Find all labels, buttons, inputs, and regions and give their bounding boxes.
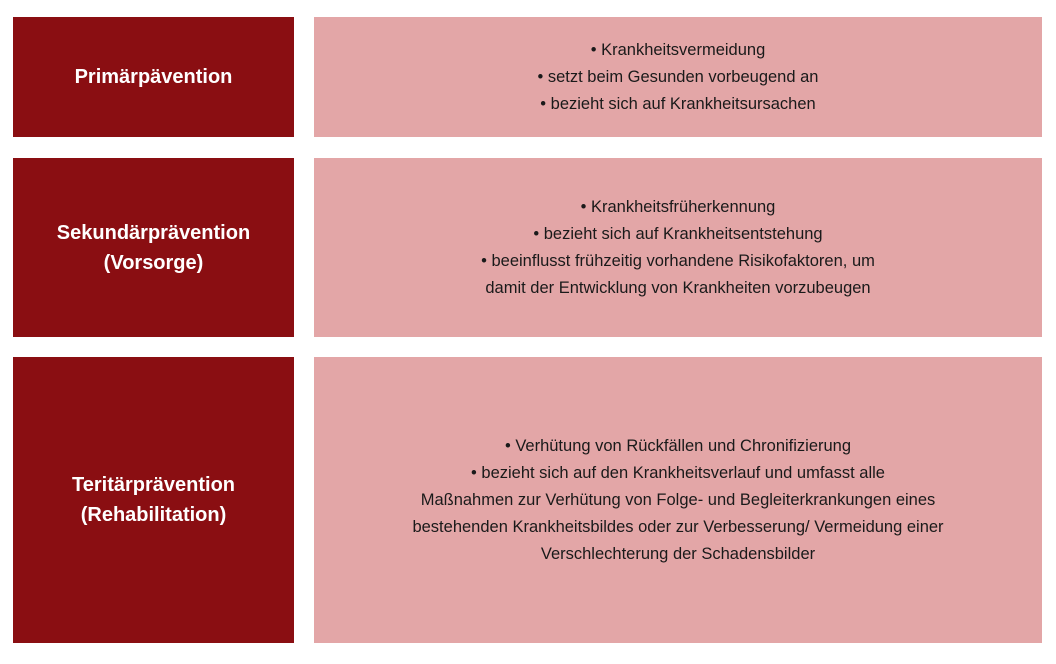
label-tertiary [13,357,294,643]
desc-primary-line: • Krankheitsvermeidung [590,40,766,59]
desc-secondary-line: • beeinflusst frühzeitig vorhandene Risikofaktoren, um [481,251,875,270]
desc-secondary-line: • bezieht sich auf Krankheitsentstehung [533,224,823,243]
desc-primary-line: • bezieht sich auf Krankheitsursachen [540,94,816,113]
label-secondary [13,158,294,337]
label-tertiary-line: Teritärprävention [72,474,235,496]
desc-tertiary-line: Maßnahmen zur Verhütung von Folge- und Begleiterkrankungen eines [420,490,936,509]
label-primary-line: Primärpävention [74,66,233,88]
desc-primary-line: • setzt beim Gesunden vorbeugend an [537,67,819,86]
row-secondary [0,158,1056,337]
desc-tertiary-line: • bezieht sich auf den Krankheitsverlauf und umfasst alle [471,463,885,482]
desc-secondary [314,158,1042,337]
desc-tertiary-line: • Verhütung von Rückfällen und Chronifizierung [504,436,852,455]
label-secondary-line: Sekundärprävention [56,221,251,244]
label-secondary-line: (Vorsorge) [103,251,204,274]
row-primary [0,17,1056,137]
desc-secondary-line: damit der Entwicklung von Krankheiten vorzubeugen [485,278,871,297]
desc-tertiary-line: bestehenden Krankheitsbildes oder zur Verbesserung/ Vermeidung einer [412,517,944,536]
desc-primary [314,17,1042,137]
row-tertiary [0,357,1056,643]
desc-tertiary-line: Verschlechterung der Schadensbilder [540,544,816,563]
label-tertiary-line: (Rehabilitation) [80,504,227,526]
desc-tertiary [314,357,1042,643]
label-primary [13,17,294,137]
desc-secondary-line: • Krankheitsfrüherkennung [580,197,776,216]
